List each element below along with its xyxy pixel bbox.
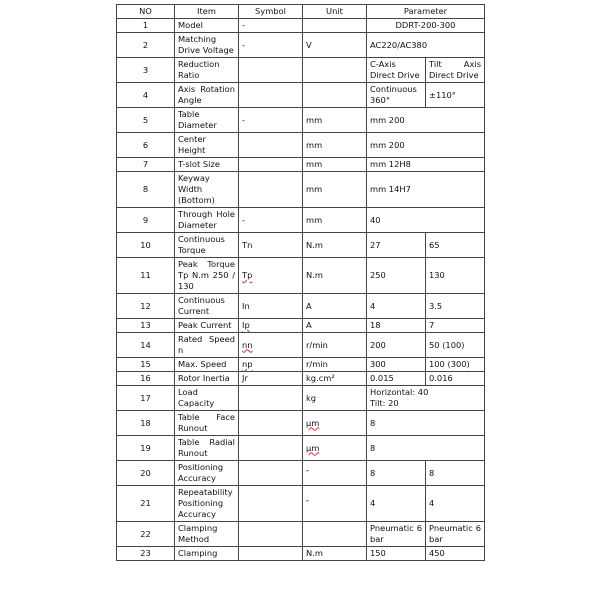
unit-cell: V <box>303 33 367 58</box>
parameter-c-axis-cell: 4 <box>367 294 426 319</box>
symbol-cell: In <box>239 294 303 319</box>
parameter-cell: DDRT-200-300 <box>367 19 485 33</box>
parameter-tilt-axis-cell: 50 (100) <box>426 333 485 358</box>
parameter-tilt-axis-cell: 7 <box>426 319 485 333</box>
row-number: 6 <box>117 133 175 158</box>
unit-cell <box>303 19 367 33</box>
unit-cell: kg <box>303 386 367 411</box>
row-number: 21 <box>117 486 175 522</box>
table-row <box>117 436 485 461</box>
table-row <box>117 58 485 83</box>
row-number: 3 <box>117 58 175 83</box>
symbol-cell <box>239 436 303 461</box>
parameter-tilt-axis-cell: 3.5 <box>426 294 485 319</box>
symbol-cell: - <box>239 108 303 133</box>
row-number: 7 <box>117 158 175 172</box>
parameter-tilt-axis-cell: Tilt Axis Direct Drive <box>426 58 485 83</box>
unit-cell: mm <box>303 133 367 158</box>
parameter-c-axis-cell: 4 <box>367 486 426 522</box>
symbol-cell: Jr <box>239 372 303 386</box>
item-cell: Center Height <box>175 133 239 158</box>
item-cell: Clamping Method <box>175 522 239 547</box>
parameter-c-axis-cell: C-Axis Direct Drive <box>367 58 426 83</box>
table-row <box>117 319 485 333</box>
unit-cell <box>303 522 367 547</box>
parameter-tilt-axis-cell: Pneumatic 6 bar <box>426 522 485 547</box>
table-row <box>117 83 485 108</box>
parameter-cell: mm 200 <box>367 108 485 133</box>
parameter-tilt-axis-cell: 8 <box>426 461 485 486</box>
unit-cell: A <box>303 294 367 319</box>
row-number: 12 <box>117 294 175 319</box>
item-cell: Load Capacity <box>175 386 239 411</box>
symbol-cell: nn <box>239 333 303 358</box>
item-cell: Max. Speed <box>175 358 239 372</box>
parameter-cell: 8 <box>367 411 485 436</box>
symbol-cell: Ip <box>239 319 303 333</box>
table-row <box>117 486 485 522</box>
symbol-cell: Tp <box>239 258 303 294</box>
item-cell: Through Hole Diameter <box>175 208 239 233</box>
parameter-tilt-axis-cell: 450 <box>426 547 485 561</box>
symbol-cell <box>239 522 303 547</box>
unit-cell: mm <box>303 208 367 233</box>
parameter-c-axis-cell: 18 <box>367 319 426 333</box>
item-cell: Continuous Current <box>175 294 239 319</box>
item-cell: Peak Torque Tp N.m 250 / 130 <box>175 258 239 294</box>
row-number: 16 <box>117 372 175 386</box>
parameter-tilt-axis-cell: 65 <box>426 233 485 258</box>
unit-cell: r/min <box>303 358 367 372</box>
row-number: 9 <box>117 208 175 233</box>
item-cell: Model <box>175 19 239 33</box>
unit-cell <box>303 58 367 83</box>
symbol-cell: np <box>239 358 303 372</box>
parameter-c-axis-cell: 0.015 <box>367 372 426 386</box>
unit-cell: kg.cm² <box>303 372 367 386</box>
parameter-c-axis-cell: 27 <box>367 233 426 258</box>
row-number: 2 <box>117 33 175 58</box>
row-number: 5 <box>117 108 175 133</box>
item-cell: Continuous Torque <box>175 233 239 258</box>
symbol-cell: Tn <box>239 233 303 258</box>
table-row <box>117 258 485 294</box>
row-number: 15 <box>117 358 175 372</box>
table-row <box>117 386 485 411</box>
item-cell: Table Face Runout <box>175 411 239 436</box>
unit-cell: ″ <box>303 461 367 486</box>
parameter-tilt-axis-cell: 0.016 <box>426 372 485 386</box>
header-item: Item <box>175 5 239 19</box>
parameter-c-axis-cell: 200 <box>367 333 426 358</box>
symbol-cell <box>239 172 303 208</box>
item-cell: Matching Drive Voltage <box>175 33 239 58</box>
item-cell: Repeatability Positioning Accuracy <box>175 486 239 522</box>
header-no: NO <box>117 5 175 19</box>
symbol-cell: - <box>239 208 303 233</box>
item-cell: T-slot Size <box>175 158 239 172</box>
table-row <box>117 33 485 58</box>
table-header-row <box>117 5 485 19</box>
symbol-cell <box>239 461 303 486</box>
item-cell: Table Diameter <box>175 108 239 133</box>
symbol-cell: - <box>239 33 303 58</box>
parameter-table <box>116 4 485 561</box>
row-number: 8 <box>117 172 175 208</box>
table-row <box>117 294 485 319</box>
table-row <box>117 208 485 233</box>
item-cell: Axis Rotation Angle <box>175 83 239 108</box>
unit-cell: mm <box>303 158 367 172</box>
table-row <box>117 547 485 561</box>
row-number: 13 <box>117 319 175 333</box>
symbol-cell: - <box>239 19 303 33</box>
item-cell: Positioning Accuracy <box>175 461 239 486</box>
parameter-c-axis-cell: 8 <box>367 461 426 486</box>
symbol-cell <box>239 386 303 411</box>
unit-cell: μm <box>303 411 367 436</box>
item-cell: Peak Current <box>175 319 239 333</box>
header-symbol: Symbol <box>239 5 303 19</box>
unit-cell: mm <box>303 108 367 133</box>
parameter-cell: mm 200 <box>367 133 485 158</box>
item-cell: Clamping <box>175 547 239 561</box>
table-row <box>117 158 485 172</box>
table-row <box>117 19 485 33</box>
table-body <box>117 19 485 561</box>
header-parameter: Parameter <box>367 5 485 19</box>
symbol-cell <box>239 83 303 108</box>
header-unit: Unit <box>303 5 367 19</box>
table-row <box>117 358 485 372</box>
table-row <box>117 411 485 436</box>
parameter-cell: 40 <box>367 208 485 233</box>
row-number: 20 <box>117 461 175 486</box>
item-cell: Rated Speed n <box>175 333 239 358</box>
symbol-cell <box>239 547 303 561</box>
row-number: 14 <box>117 333 175 358</box>
parameter-tilt-axis-cell: 100 (300) <box>426 358 485 372</box>
parameter-cell: mm 14H7 <box>367 172 485 208</box>
unit-cell: N.m <box>303 258 367 294</box>
symbol-cell <box>239 158 303 172</box>
item-cell: Rotor Inertia <box>175 372 239 386</box>
row-number: 19 <box>117 436 175 461</box>
table-row <box>117 461 485 486</box>
parameter-c-axis-cell: Pneumatic 6 bar <box>367 522 426 547</box>
table-row <box>117 172 485 208</box>
parameter-tilt-axis-cell: ±110° <box>426 83 485 108</box>
parameter-cell: 8 <box>367 436 485 461</box>
parameter-c-axis-cell: Continuous 360° <box>367 83 426 108</box>
symbol-cell <box>239 486 303 522</box>
row-number: 4 <box>117 83 175 108</box>
unit-cell: N.m <box>303 547 367 561</box>
unit-cell: mm <box>303 172 367 208</box>
unit-cell: r/min <box>303 333 367 358</box>
row-number: 23 <box>117 547 175 561</box>
table-row <box>117 522 485 547</box>
table-row <box>117 333 485 358</box>
row-number: 10 <box>117 233 175 258</box>
unit-cell: N.m <box>303 233 367 258</box>
row-number: 17 <box>117 386 175 411</box>
parameter-cell: AC220/AC380 <box>367 33 485 58</box>
table-row <box>117 108 485 133</box>
item-cell: Keyway Width (Bottom) <box>175 172 239 208</box>
parameter-cell: Horizontal: 40 Tilt: 20 <box>367 386 485 411</box>
unit-cell: A <box>303 319 367 333</box>
table-row <box>117 233 485 258</box>
symbol-cell <box>239 133 303 158</box>
table-row <box>117 133 485 158</box>
parameter-tilt-axis-cell: 130 <box>426 258 485 294</box>
parameter-cell: mm 12H8 <box>367 158 485 172</box>
item-cell: Table Radial Runout <box>175 436 239 461</box>
parameter-c-axis-cell: 250 <box>367 258 426 294</box>
unit-cell: ″ <box>303 486 367 522</box>
row-number: 18 <box>117 411 175 436</box>
row-number: 1 <box>117 19 175 33</box>
symbol-cell <box>239 58 303 83</box>
parameter-c-axis-cell: 300 <box>367 358 426 372</box>
parameter-c-axis-cell: 150 <box>367 547 426 561</box>
row-number: 11 <box>117 258 175 294</box>
parameter-tilt-axis-cell: 4 <box>426 486 485 522</box>
symbol-cell <box>239 411 303 436</box>
unit-cell <box>303 83 367 108</box>
unit-cell: μm <box>303 436 367 461</box>
row-number: 22 <box>117 522 175 547</box>
table-row <box>117 372 485 386</box>
item-cell: Reduction Ratio <box>175 58 239 83</box>
